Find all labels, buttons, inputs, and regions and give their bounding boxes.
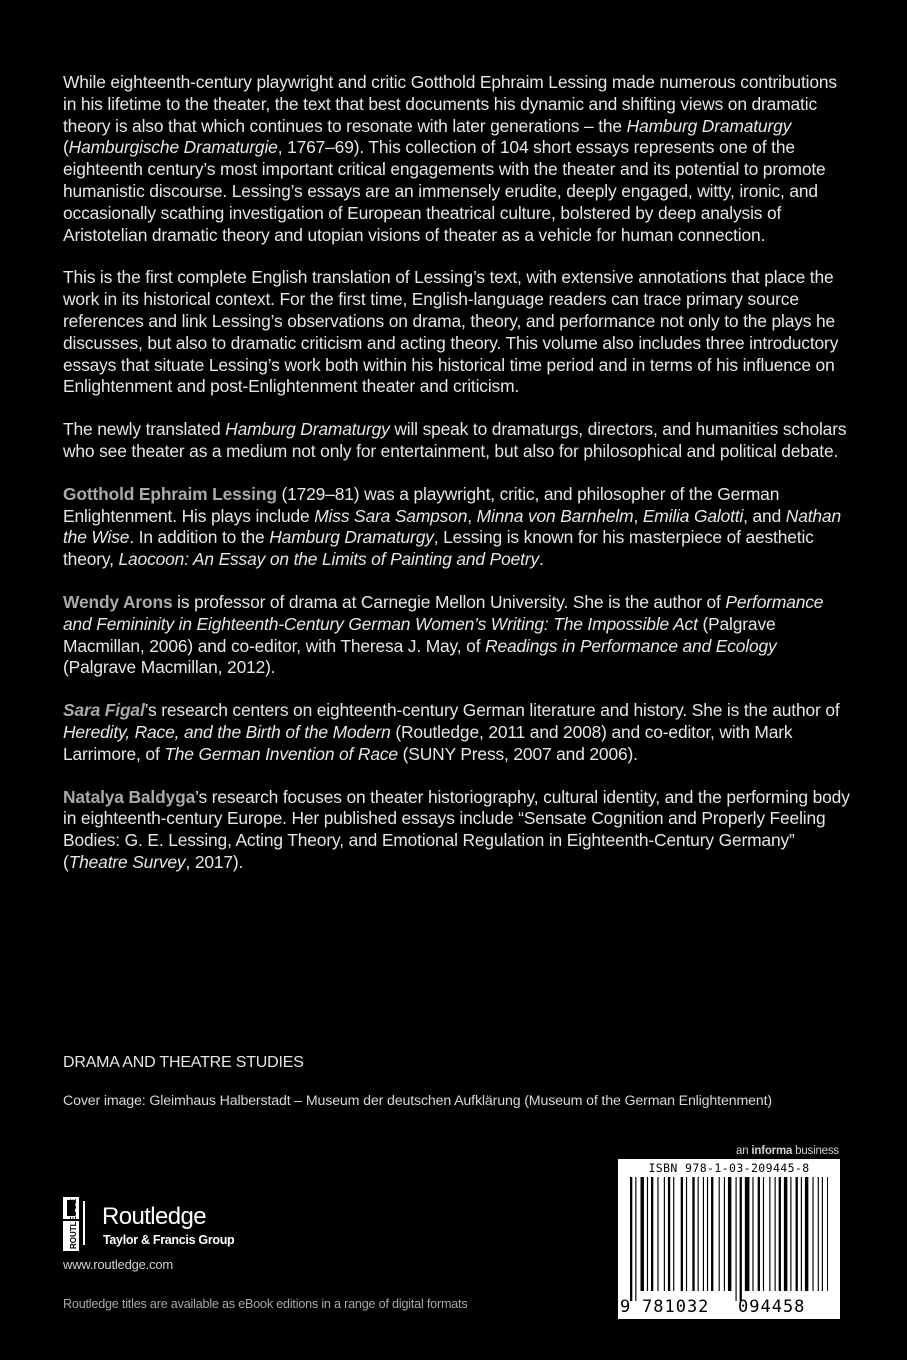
blurb-paragraph-3	[63, 419, 853, 463]
text: is professor of drama at Carnegie Mellon University. She is the author of	[172, 591, 726, 612]
text: , Lessing is known for his masterpiece of aesthetic theory,	[63, 527, 814, 570]
work-title: Heredity, Race, and the Birth of the Modern	[63, 721, 391, 742]
text: . In addition to the	[129, 527, 270, 548]
text: .	[539, 549, 544, 570]
work-title: Nathan the Wise	[63, 505, 841, 548]
text: , and	[743, 505, 786, 526]
editor-name: Wendy Arons	[63, 591, 173, 612]
text: ,	[467, 505, 477, 526]
text: ’s research focuses on theater historiography, cultural identity, and the performing body in eighteenth-century Europe. Her published essays include “Sensate Cognition and Properly Feeling Bodies: G. E. Lessing, Acting Theory, and Emotional Regulation in Eighteenth-Century Germany” (	[63, 786, 850, 872]
work-title: The German Invention of Race	[164, 743, 398, 764]
back-cover-text	[63, 72, 853, 895]
bio-baldyga	[63, 787, 853, 874]
text: (Routledge, 2011 and 2008) and co-editor, with Mark Larrimore, of	[63, 721, 793, 764]
ean-right-group: 094458	[738, 1297, 806, 1317]
bio-lessing	[63, 484, 853, 571]
work-title: Readings in Performance and Ecology	[485, 635, 777, 656]
author-name: Gotthold Ephraim Lessing	[63, 483, 277, 504]
informa-tagline	[736, 1145, 839, 1157]
subject-category: DRAMA AND THEATRE STUDIES	[63, 1054, 304, 1071]
editor-name: Natalya Baldyga	[63, 786, 196, 807]
informa-word: informa	[751, 1145, 793, 1157]
text: (SUNY Press, 2007 and 2006).	[397, 743, 638, 764]
publisher-name: Routledge	[102, 1203, 207, 1230]
barcode-bars-icon	[630, 1177, 828, 1301]
isbn-text: ISBN 978-1-03-209445-8	[648, 1161, 810, 1175]
text: (Palgrave Macmillan, 2006) and co-editor, with Theresa J. May, of	[63, 613, 776, 656]
ebook-note: Routledge titles are available as eBook editions in a range of digital formats	[63, 1297, 468, 1311]
publisher-website-link[interactable]: www.routledge.com	[63, 1257, 174, 1272]
text: (1729–81) was a playwright, critic, and philosopher of the German Enlightenment. His plays include	[63, 483, 780, 526]
ean-first-digit: 9	[620, 1297, 632, 1317]
editor-name: Sara Figal	[63, 700, 145, 721]
blurb-paragraph-1	[63, 72, 853, 246]
text: The newly translated	[63, 419, 226, 440]
publisher-group: Taylor & Francis Group	[103, 1233, 235, 1247]
work-title: Laocoon: An Essay on the Limits of Painting and Poetry	[118, 549, 539, 570]
work-title: Emilia Galotti	[642, 505, 744, 526]
work-title: Minna von Barnhelm	[476, 505, 634, 526]
book-title: Hamburg Dramaturgy	[225, 419, 390, 440]
text: ,	[633, 505, 643, 526]
blurb-paragraph-2: This is the first complete English translation of Lessing’s text, with extensive annotations that place the work in its historical context. For the first time, English-language readers can trace primary source references and link Lessing’s observations on drama, theory, and performance not only to the plays he discusses, but also to dramatic criticism and acting theory. This volume also includes three introductory essays that situate Lessing’s work both within his historical time period and in terms of his influence on Enlightenment and post-Enlightenment theater and criticism.	[63, 267, 839, 397]
text: business	[792, 1145, 839, 1157]
text: ’s research centers on eighteenth-century German literature and history. She is the author of	[144, 700, 840, 721]
routledge-vertical-mark: ROUTLEDGE	[69, 1198, 78, 1249]
text: an	[736, 1145, 752, 1157]
text: , 2017).	[185, 851, 244, 872]
work-title: Miss Sara Sampson	[314, 505, 468, 526]
isbn-barcode	[618, 1159, 840, 1319]
journal-title: Theatre Survey	[68, 851, 186, 872]
routledge-logo-icon	[63, 1197, 99, 1251]
work-title: Hamburg Dramaturgy	[269, 527, 434, 548]
book-title: Hamburg Dramaturgy	[626, 115, 792, 136]
text: (Palgrave Macmillan, 2012).	[63, 657, 276, 678]
text: While eighteenth-century playwright and critic Gotthold Ephraim Lessing made numerous contributions in his lifetime to the theater, the text that best documents his dynamic and shifting views on dramatic theory is also that which continues to resonate with later generations – the	[63, 72, 837, 136]
bio-figal	[63, 700, 853, 765]
text: , 1767–69). This collection of 104 short essays represents one of the eighteenth century’s most important critical engagements with the theater and its potential to promote humanistic discourse. Lessing’s essays are an immensely erudite, deeply engaged, witty, ironic, and occasionally scathing investigation of European theatrical culture, bolstered by deep analysis of Aristotelian dramatic theory and utopian visions of theater as a vehicle for human connection.	[63, 137, 826, 245]
text: (	[63, 137, 69, 158]
cover-image-credit: Cover image: Gleimhaus Halberstadt – Museum der deutschen Aufklärung (Museum of the German Enlightenment)	[63, 1093, 772, 1109]
bio-arons	[63, 592, 853, 679]
text: will speak to dramaturgs, directors, and humanities scholars who see theater as a medium not only for entertainment, but also for philosophical and political debate.	[63, 419, 847, 461]
book-title: Hamburgische Dramaturgie	[68, 137, 278, 158]
ean-left-group: 781032	[642, 1297, 710, 1317]
work-title: Performance and Femininity in Eighteenth-Century German Women’s Writing: The Impossible Act	[63, 591, 824, 634]
